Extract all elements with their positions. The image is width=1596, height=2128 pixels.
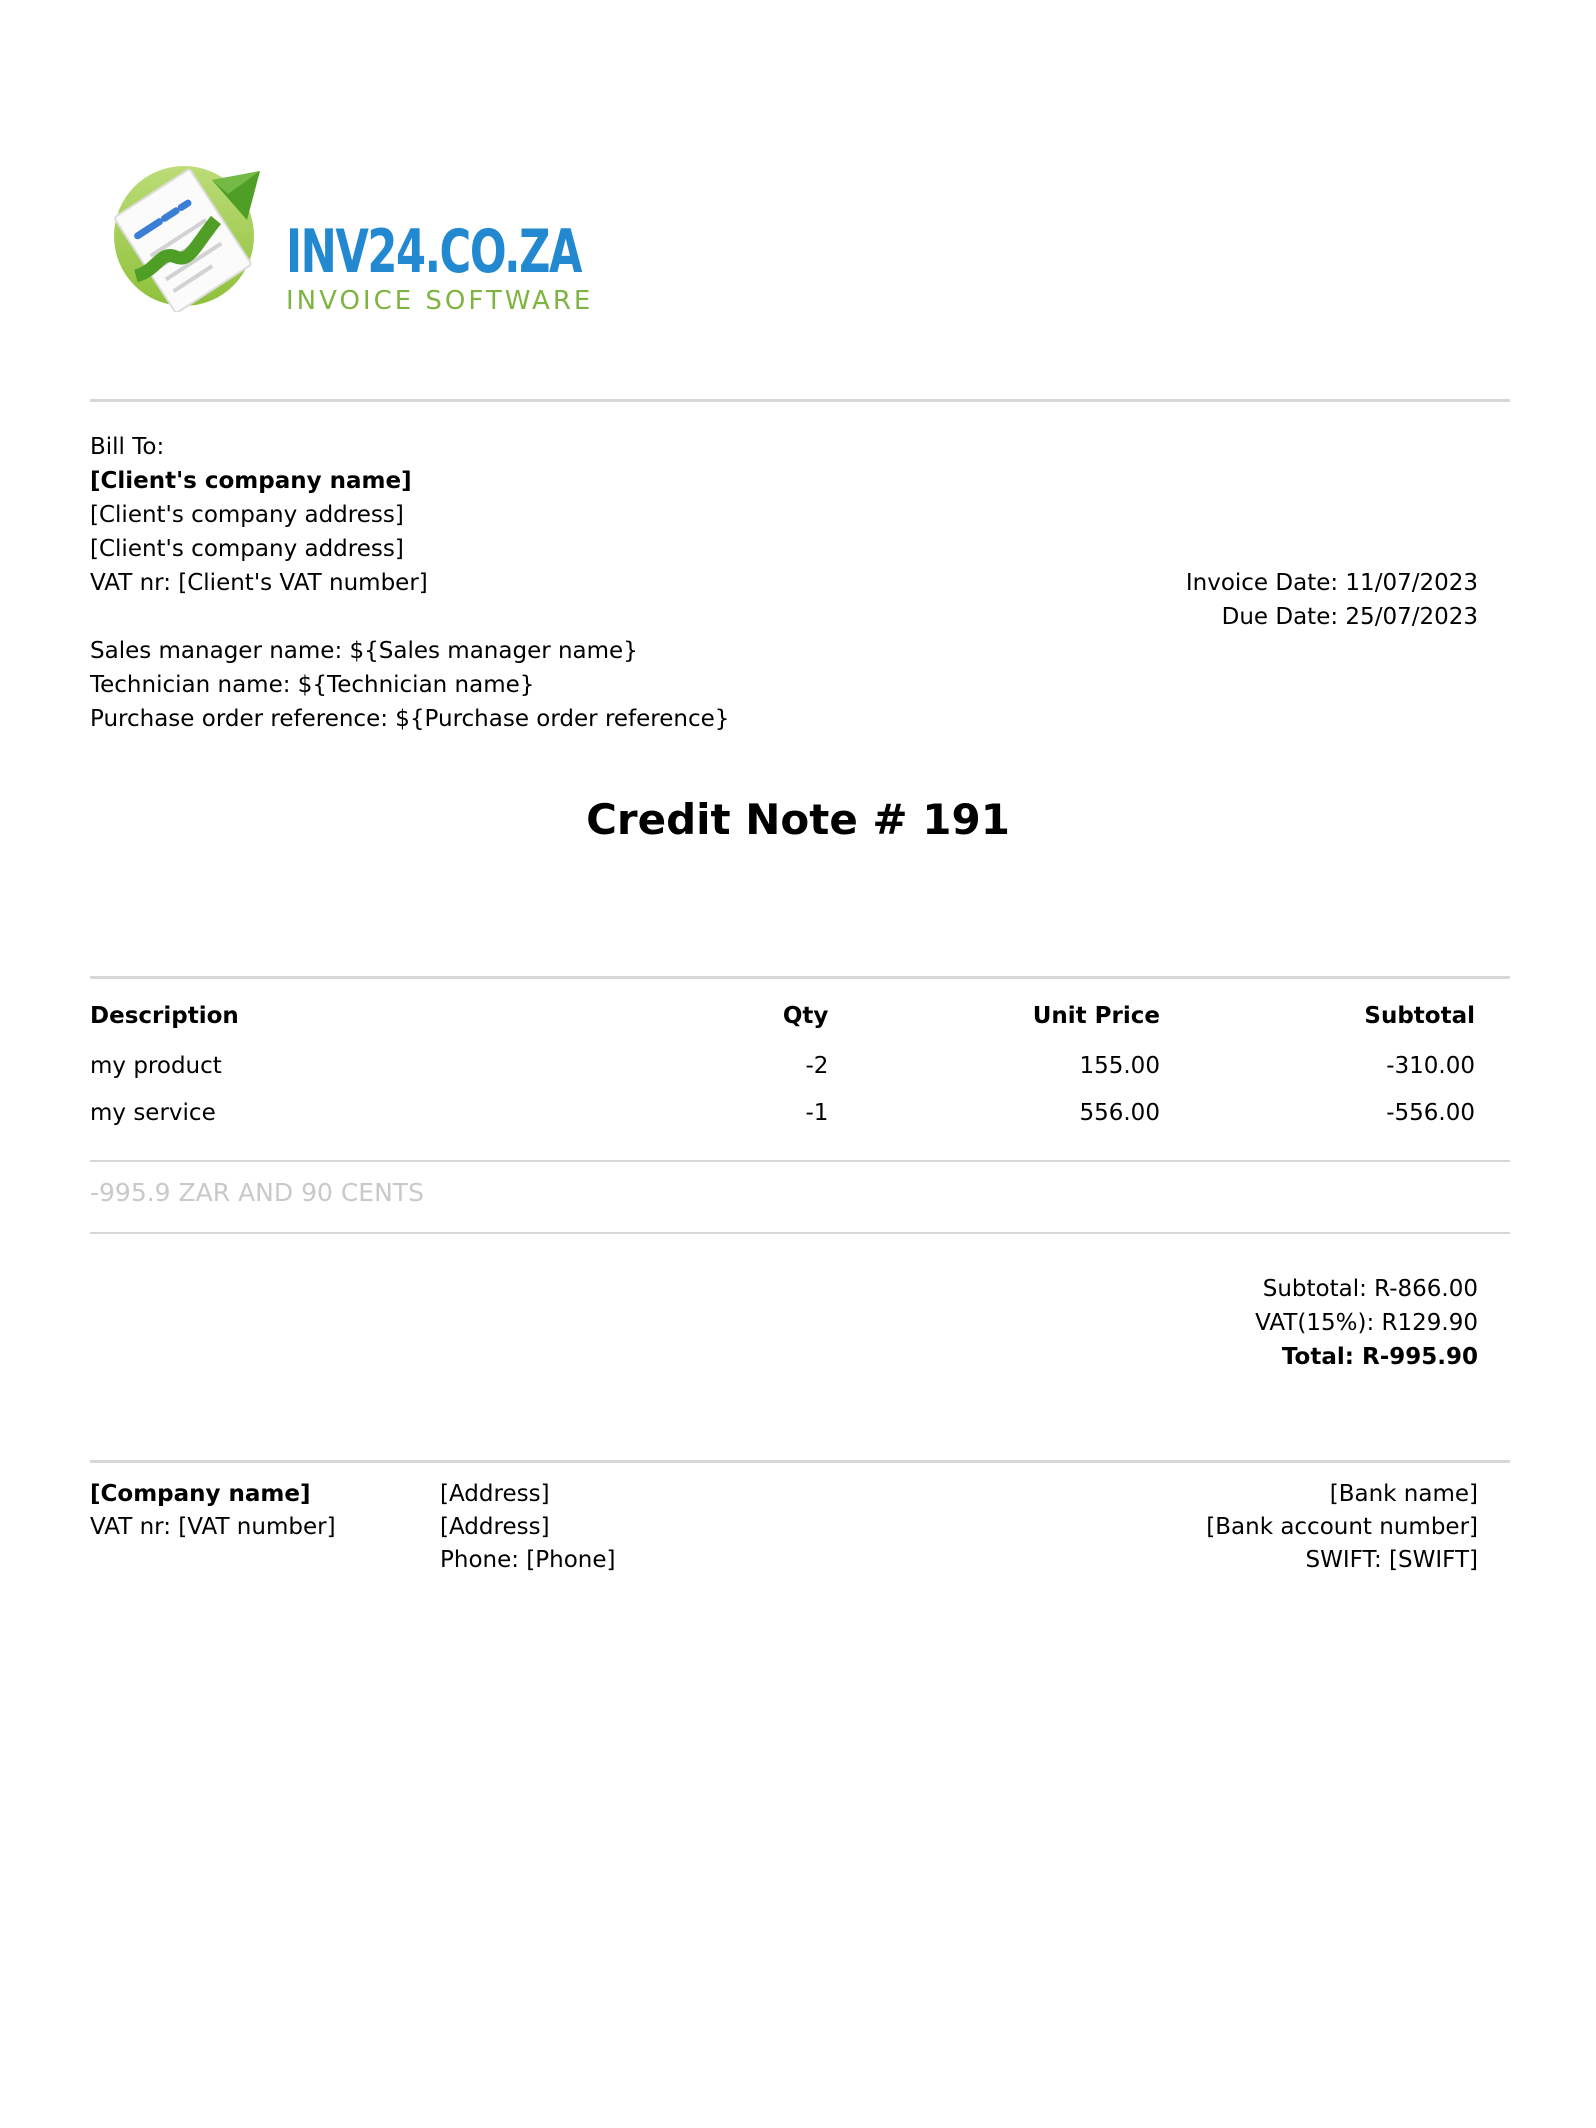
subtotal-label: Subtotal: bbox=[1262, 1276, 1367, 1302]
company-vat-line: VAT nr: [VAT number] bbox=[90, 1514, 336, 1540]
column-header-qty: Qty bbox=[782, 1003, 829, 1029]
company-address-line: [Address] bbox=[440, 1481, 550, 1507]
total-line bbox=[1255, 1340, 1478, 1374]
due-date-line bbox=[1186, 600, 1478, 634]
logo bbox=[286, 217, 696, 316]
header-divider bbox=[90, 399, 1510, 402]
amount-words-bottom-divider bbox=[90, 1232, 1510, 1234]
footer-divider bbox=[90, 1460, 1510, 1463]
client-address-line: [Client's company address] bbox=[90, 536, 404, 562]
item-qty: -1 bbox=[805, 1100, 829, 1126]
due-date-label: Due Date: bbox=[1221, 604, 1339, 630]
bank-name-line: [Bank name] bbox=[1329, 1481, 1478, 1507]
company-phone-line: Phone: [Phone] bbox=[440, 1547, 616, 1573]
client-vat-line: VAT nr: [Client's VAT number] bbox=[90, 570, 428, 596]
subtotal-line bbox=[1255, 1272, 1478, 1306]
item-subtotal: -310.00 bbox=[1386, 1053, 1475, 1079]
company-address-line: [Address] bbox=[440, 1514, 550, 1540]
page-title: Credit Note # 191 bbox=[586, 795, 1010, 844]
bill-to-label: Bill To: bbox=[90, 434, 165, 460]
footer-bank-block bbox=[1206, 1478, 1478, 1577]
item-subtotal: -556.00 bbox=[1386, 1100, 1475, 1126]
item-qty: -2 bbox=[805, 1053, 829, 1079]
column-header-description: Description bbox=[90, 1003, 239, 1029]
item-description: my product bbox=[90, 1053, 222, 1079]
total-value: R-995.90 bbox=[1361, 1344, 1478, 1370]
purchase-order-line: Purchase order reference: ${Purchase order reference} bbox=[90, 706, 730, 732]
column-header-subtotal: Subtotal bbox=[1364, 1003, 1475, 1029]
vat-value: R129.90 bbox=[1381, 1310, 1478, 1336]
invoice-date-label: Invoice Date: bbox=[1185, 570, 1339, 596]
table-header-row bbox=[90, 978, 1510, 1044]
invoice-date-value: 11/07/2023 bbox=[1345, 570, 1478, 596]
client-company-name: [Client's company name] bbox=[90, 468, 412, 494]
invoice-date-line bbox=[1186, 566, 1478, 600]
sales-manager-line: Sales manager name: ${Sales manager name} bbox=[90, 638, 638, 664]
vat-line bbox=[1255, 1306, 1478, 1340]
footer-contact-block bbox=[440, 1478, 616, 1577]
amount-in-words: -995.9 ZAR AND 90 CENTS bbox=[90, 1178, 424, 1207]
items-table bbox=[90, 976, 1510, 1137]
company-name: [Company name] bbox=[90, 1481, 311, 1507]
table-row bbox=[90, 1090, 1510, 1137]
item-unit-price: 556.00 bbox=[1079, 1100, 1160, 1126]
column-header-unit-price: Unit Price bbox=[1032, 1003, 1160, 1029]
total-label: Total: bbox=[1281, 1344, 1354, 1370]
brand-name: INV24.CO.ZA bbox=[286, 217, 581, 287]
technician-line: Technician name: ${Technician name} bbox=[90, 672, 535, 698]
bill-to-block bbox=[90, 430, 428, 600]
table-row bbox=[90, 1043, 1510, 1090]
totals-block bbox=[1255, 1272, 1478, 1374]
item-description: my service bbox=[90, 1100, 216, 1126]
due-date-value: 25/07/2023 bbox=[1345, 604, 1478, 630]
subtotal-value: R-866.00 bbox=[1374, 1276, 1478, 1302]
vat-label: VAT(15%): bbox=[1255, 1310, 1375, 1336]
footer-company-block bbox=[90, 1478, 336, 1544]
invoice-growth-arrow-icon bbox=[110, 156, 266, 312]
dates-block bbox=[1186, 566, 1478, 634]
client-address-line: [Client's company address] bbox=[90, 502, 404, 528]
bank-swift-line: SWIFT: [SWIFT] bbox=[1305, 1547, 1478, 1573]
amount-words-top-divider bbox=[90, 1160, 1510, 1162]
bank-account-line: [Bank account number] bbox=[1206, 1514, 1478, 1540]
item-unit-price: 155.00 bbox=[1079, 1053, 1160, 1079]
references-block bbox=[90, 634, 729, 736]
brand-tagline: INVOICE SOFTWARE bbox=[286, 286, 594, 316]
